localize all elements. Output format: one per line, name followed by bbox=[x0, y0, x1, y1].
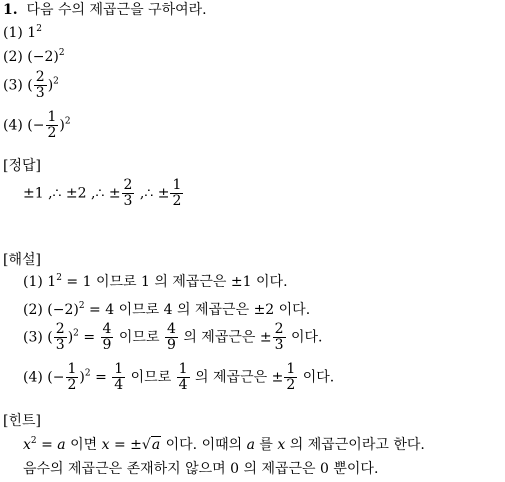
question-prompt: 다음 수의 제곱근을 구하여라. bbox=[26, 2, 207, 18]
fraction: $\frac{1}{2}$ bbox=[47, 109, 57, 141]
fraction: $\frac{4}{9}$ bbox=[102, 321, 112, 353]
solution-line-2: (2) $(-2)^2 = 4$ 이므로 4 의 제곱근은 ±2 이다. bbox=[23, 301, 311, 318]
fraction: $\frac{4}{9}$ bbox=[166, 321, 176, 353]
solution-header: [해설] bbox=[3, 252, 41, 268]
answer-header: [정답] bbox=[3, 158, 41, 174]
question-item-1: (1) $1^2$ bbox=[3, 24, 42, 41]
hint-header: [힌트] bbox=[3, 413, 41, 429]
question-prompt-line bbox=[3, 2, 207, 18]
answer-line: ±1 ,∴ ±2 ,∴ ± $\frac{2}{3}$ ,∴ ± $\frac{1}{2}$ bbox=[23, 177, 182, 209]
solution-line-3: (3) ( $\frac{2}{3}$ )$^2$ = $\frac{4}{9}$ 이므로 $\frac{4}{9}$ 의 제곱근은 ± $\frac{2}{3}$ 이다. bbox=[23, 321, 323, 353]
fraction: $\frac{1}{4}$ bbox=[178, 361, 188, 393]
hint-line-1: $x^2 = a$ 이면 x = ±√a 이다. 이때의 a 를 x 의 제곱근이라고 한다. bbox=[23, 436, 425, 453]
solution-line-4: (4) (− $\frac{1}{2}$ )$^2$ = $\frac{1}{4}$ 이므로 $\frac{1}{4}$ 의 제곱근은 ± $\frac{1}{2}$ 이다. bbox=[23, 361, 335, 393]
question-item-2: (2) $(-2)^2$ bbox=[3, 48, 65, 65]
question-item-4: (4) (− $\frac{1}{2}$ )$^2$ bbox=[3, 109, 71, 141]
question-item-3: (3) ( $\frac{2}{3}$ )$^2$ bbox=[3, 69, 59, 101]
fraction: $\frac{1}{2}$ bbox=[286, 361, 296, 393]
sqrt-symbol: √a bbox=[141, 437, 161, 453]
fraction: $\frac{2}{3}$ bbox=[35, 69, 45, 101]
fraction: $\frac{1}{4}$ bbox=[114, 361, 124, 393]
hint-line-2: 음수의 제곱근은 존재하지 않으며 0 의 제곱근은 0 뿐이다. bbox=[23, 461, 379, 477]
fraction: $\frac{2}{3}$ bbox=[55, 321, 65, 353]
fraction: $\frac{1}{2}$ bbox=[67, 361, 77, 393]
fraction: $\frac{1}{2}$ bbox=[172, 177, 182, 209]
fraction: $\frac{2}{3}$ bbox=[274, 321, 284, 353]
solution-line-1: (1) $1^2 = 1$ 이므로 1 의 제곱근은 ±1 이다. bbox=[23, 273, 288, 290]
question-number: 1. bbox=[3, 2, 18, 18]
fraction: $\frac{2}{3}$ bbox=[123, 177, 133, 209]
